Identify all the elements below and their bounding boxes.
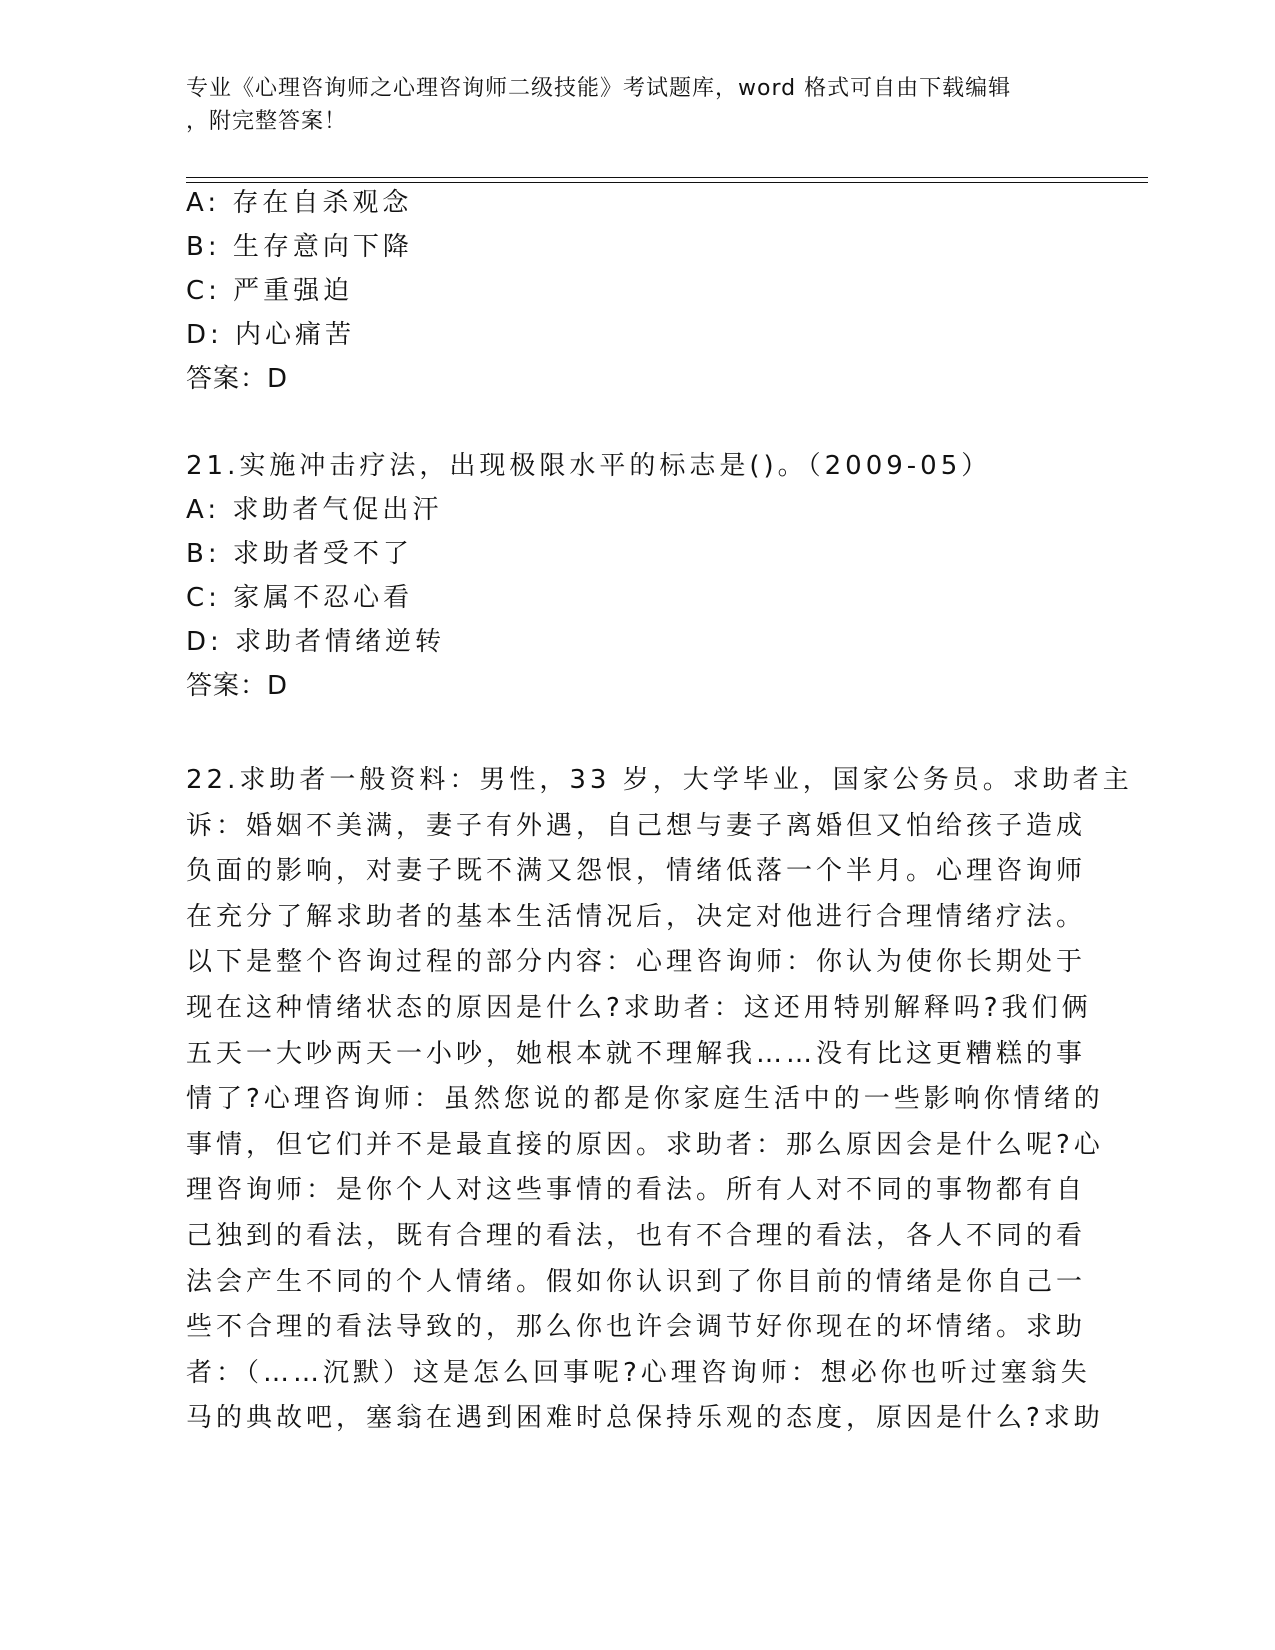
q20-answer: 答案：D [186, 364, 289, 394]
q22-line: 现在这种情绪状态的原因是什么?求助者：这还用特别解释吗?我们俩 [186, 992, 1092, 1023]
q21-option-d: D: 求助者情绪逆转 [186, 627, 446, 657]
q22-line: 些不合理的看法导致的，那么你也许会调节好你现在的坏情绪。求助 [186, 1312, 1087, 1343]
q21-answer: 答案：D [186, 671, 289, 701]
q22-line: 情了?心理咨询师：虽然您说的都是你家庭生活中的一些影响你情绪的 [186, 1084, 1104, 1115]
header-line-2: ，附完整答案！ [186, 109, 348, 134]
q22-line: 以下是整个咨询过程的部分内容：心理咨询师：你认为使你长期处于 [186, 947, 1087, 978]
document-header [186, 72, 1086, 138]
q22-line: 己独到的看法，既有合理的看法，也有不合理的看法，各人不同的看 [186, 1220, 1087, 1251]
q22-body [186, 758, 1133, 1442]
q22-line: 诉：婚姻不美满，妻子有外遇，自己想与妻子离婚但又怕给孩子造成 [186, 810, 1087, 841]
q22-line: 22.求助者一般资料：男性，33 岁，大学毕业，国家公务员。求助者主 [186, 765, 1133, 795]
q21-question: 21.实施冲击疗法，出现极限水平的标志是()。（2009-05） [186, 451, 992, 481]
q20-option-b: B: 生存意向下降 [186, 232, 413, 262]
q21-option-c: C: 家属不忍心看 [186, 583, 414, 613]
q20-option-c: C: 严重强迫 [186, 276, 354, 306]
header-divider-bottom [186, 182, 1148, 183]
q22-line: 者：（……沉默）这是怎么回事呢?心理咨询师：想必你也听过塞翁失 [186, 1357, 1091, 1388]
q22-line: 五天一大吵两天一小吵，她根本就不理解我……没有比这更糟糕的事 [186, 1038, 1087, 1069]
q20-option-d: D: 内心痛苦 [186, 320, 356, 350]
q22-line: 理咨询师：是你个人对这些事情的看法。所有人对不同的事物都有自 [186, 1175, 1087, 1206]
q22-line: 事情，但它们并不是最直接的原因。求助者：那么原因会是什么呢?心 [186, 1129, 1104, 1160]
header-divider-top [186, 177, 1148, 178]
q22-line: 法会产生不同的个人情绪。假如你认识到了你目前的情绪是你自己一 [186, 1266, 1087, 1297]
q22-line: 马的典故吧，塞翁在遇到困难时总保持乐观的态度，原因是什么?求助 [186, 1403, 1104, 1434]
q21-option-a: A: 求助者气促出汗 [186, 495, 443, 525]
q22-line: 负面的影响，对妻子既不满又怨恨，情绪低落一个半月。心理咨询师 [186, 856, 1087, 887]
q21-option-b: B: 求助者受不了 [186, 539, 413, 569]
q22-line: 在充分了解求助者的基本生活情况后，决定对他进行合理情绪疗法。 [186, 901, 1087, 932]
q20-option-a: A: 存在自杀观念 [186, 188, 413, 218]
header-line-1: 专业《心理咨询师之心理咨询师二级技能》考试题库，word 格式可自由下载编辑 [186, 76, 1012, 101]
